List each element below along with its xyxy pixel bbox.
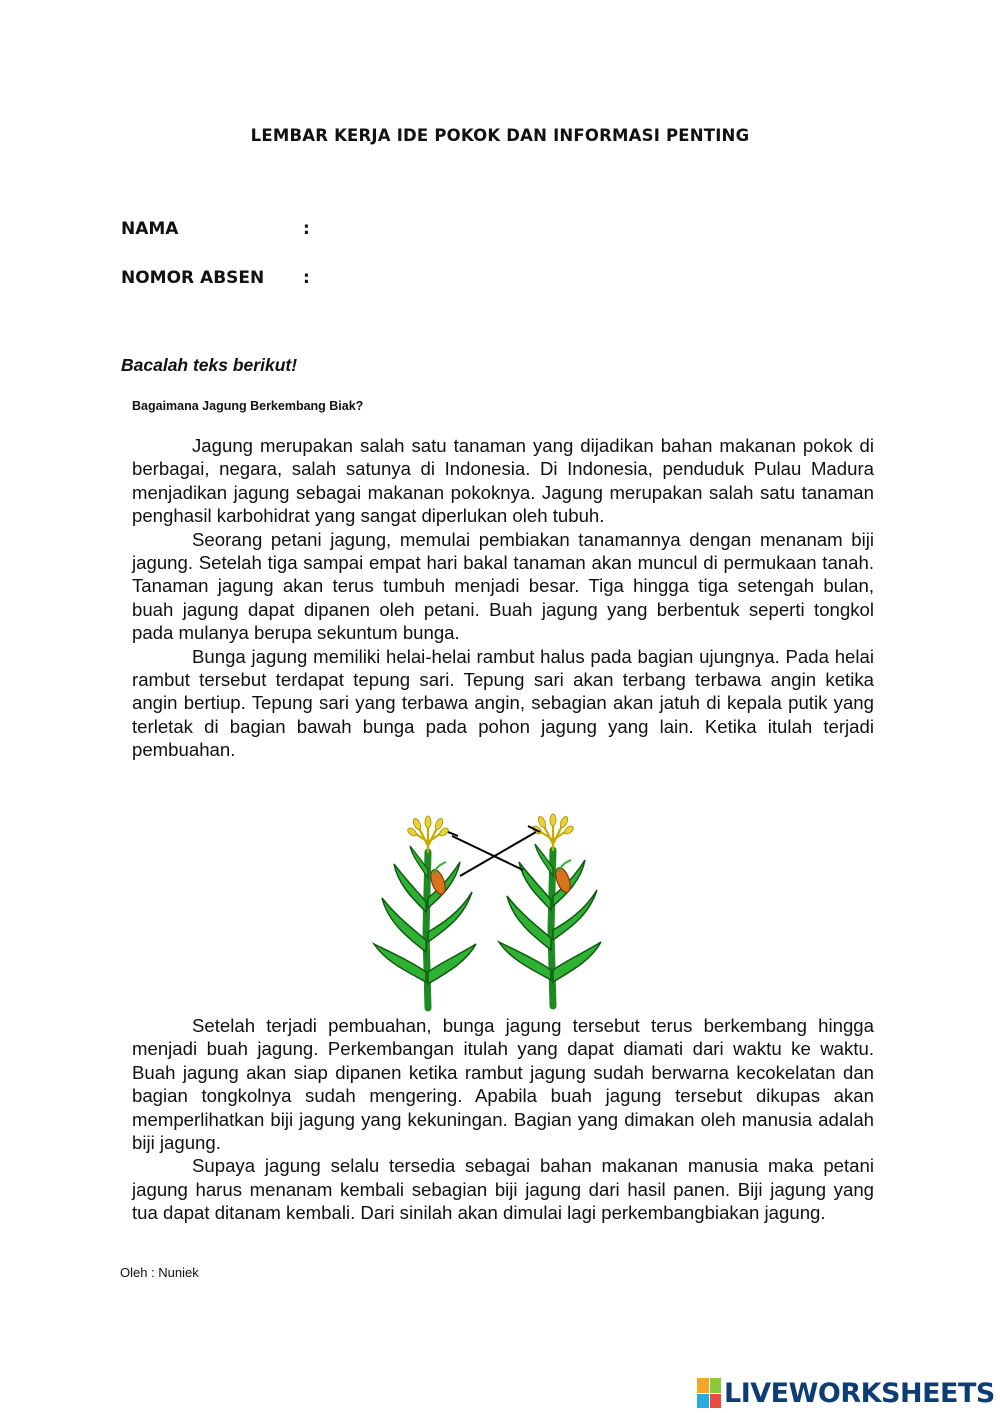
name-colon: : bbox=[303, 219, 310, 239]
absen-field bbox=[121, 268, 310, 288]
paragraph: Bunga jagung memiliki helai-helai rambut halus pada bagian ujungnya. Pada helai rambut tersebut terdapat tepung sari. Tepung sari akan terbang terbawa angin ketika angin bertiup. Tepung sari yang terbawa angin, sebagian akan jatuh di kepala putik yang terletak di bagian bawah bunga pada pohon jagung yang lain. Ketika itulah terjadi pembuahan. bbox=[132, 645, 874, 761]
absen-colon: : bbox=[303, 268, 310, 288]
instruction: Bacalah teks berikut! bbox=[121, 355, 298, 375]
absen-label: NOMOR ABSEN bbox=[121, 268, 265, 288]
name-field bbox=[121, 219, 310, 239]
paragraph: Jagung merupakan salah satu tanaman yang dijadikan bahan makanan pokok di berbagai, negara, salah satunya di Indonesia. Di Indonesia, penduduk Pulau Madura menjadikan jagung sebagai makanan pokoknya. Jagung merupakan salah satu tanaman penghasil karbohidrat yang sangat diperlukan oleh tubuh. bbox=[132, 435, 874, 527]
name-label: NAMA bbox=[121, 219, 179, 239]
paragraph: Seorang petani jagung, memulai pembiakan tanamannya dengan menanam biji jagung. Setelah tiga sampai empat hari bakal tanaman akan muncul di permukaan tanah. Tanaman jagung akan terus tumbuh menjadi besar. Tiga hingga tiga setengah bulan, buah jagung dapat dipanen oleh petani. Buah jagung yang berbentuk seperti tongkol pada mulanya berupa sekuntum bunga. bbox=[132, 528, 874, 644]
logo-mark-icon bbox=[697, 1378, 721, 1408]
liveworksheets-logo bbox=[697, 1376, 995, 1410]
paragraph: Setelah terjadi pembuahan, bunga jagung tersebut terus berkembang hingga menjadi buah jagung. Perkembangan itulah yang dapat diamati dari waktu ke waktu. Buah jagung akan siap dipanen ketika rambut jagung sudah berwarna kecokelatan dan bagian tongkolnya sudah mengering. Apabila buah jagung tersebut dikupas akan memperlihatkan biji jagung yang kekuningan. Bagian yang dimakan oleh manusia adalah biji jagung. bbox=[132, 1015, 874, 1154]
author: Oleh : Nuniek bbox=[120, 1265, 199, 1280]
corn-pollination-icon bbox=[368, 812, 620, 1012]
reading-body-top bbox=[132, 434, 874, 762]
paragraph: Supaya jagung selalu tersedia sebagai bahan makanan manusia maka petani jagung harus menanam kembali sebagian biji jagung dari hasil panen. Biji jagung yang tua dapat ditanam kembali. Dari sinilah akan dimulai lagi perkembangbiakan jagung. bbox=[132, 1155, 874, 1224]
page-title: LEMBAR KERJA IDE POKOK DAN INFORMASI PENTING bbox=[250, 126, 750, 145]
reading-body-bottom bbox=[132, 1014, 874, 1225]
reading-title: Bagaimana Jagung Berkembang Biak? bbox=[132, 399, 364, 413]
brand-name: LIVEWORKSHEETS bbox=[724, 1377, 995, 1409]
